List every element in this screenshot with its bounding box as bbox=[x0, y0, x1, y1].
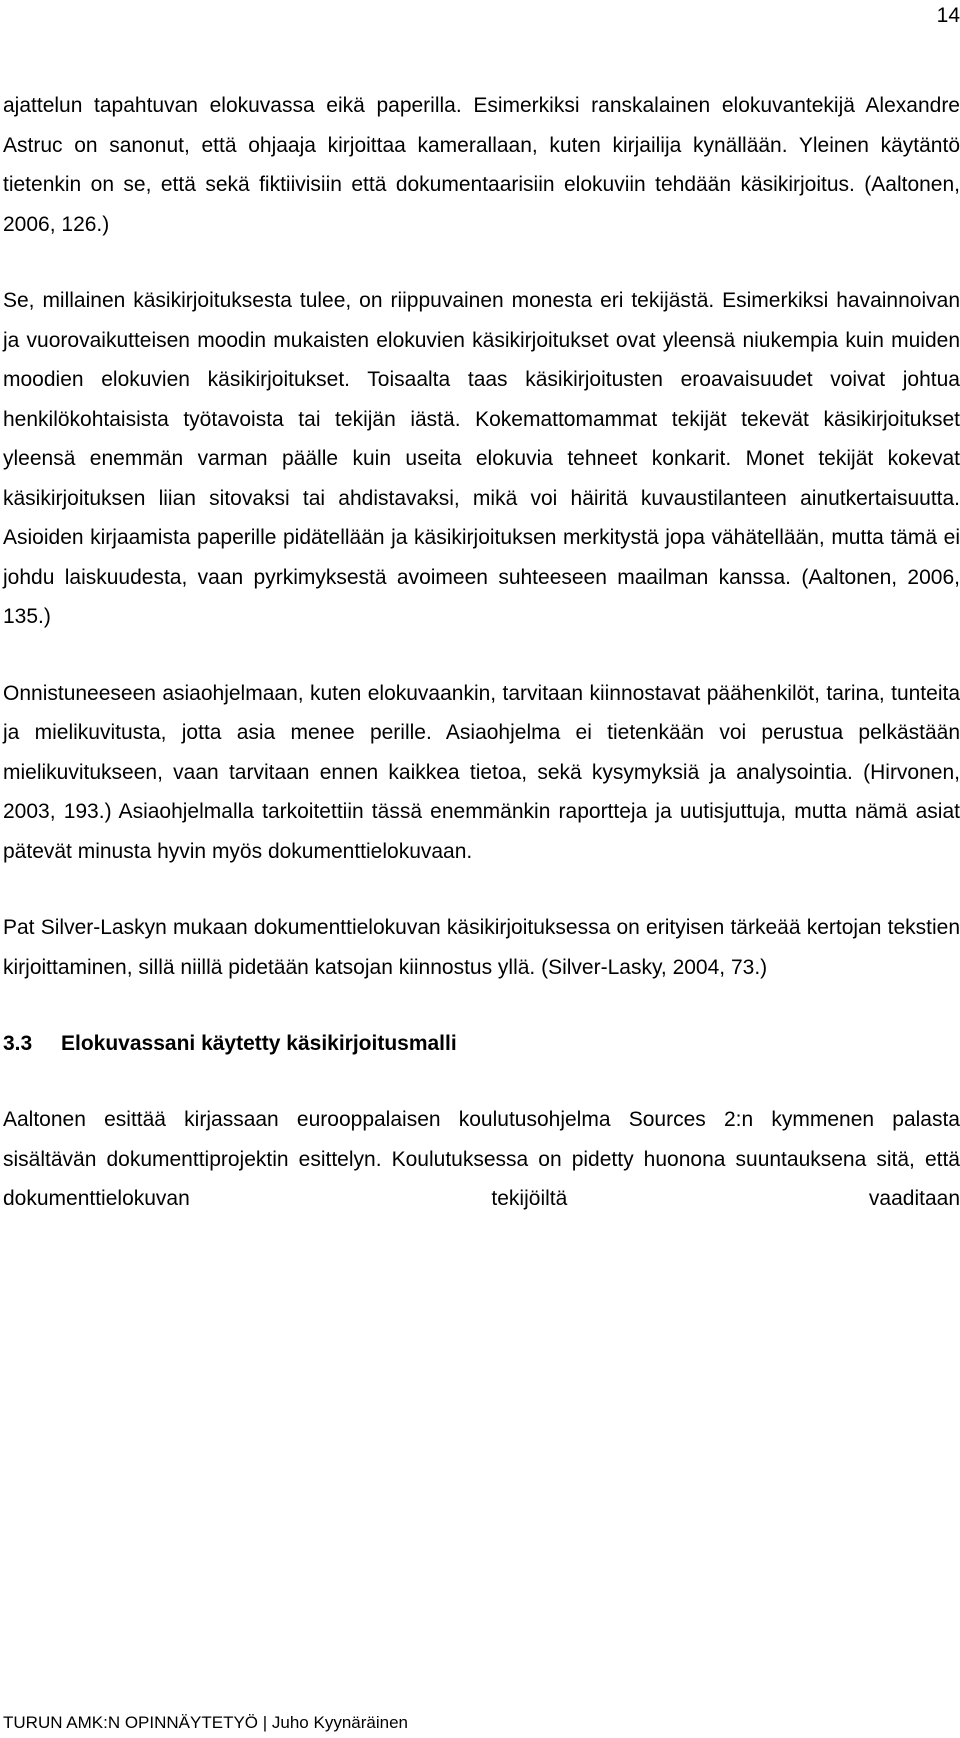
section-heading bbox=[3, 1024, 960, 1063]
section-number: 3.3 bbox=[3, 1032, 33, 1055]
footer: TURUN AMK:N OPINNÄYTETYÖ | Juho Kyynäräinen bbox=[3, 1713, 408, 1732]
paragraph-manuscript-factors: Se, millainen käsikirjoituksesta tulee, on riippuvainen monesta eri tekijästä. Esimerkiksi havainnoivan ja vuorovaikutteisen moodin mukaisten elokuvien käsikirjoitukset ovat yleensä niukempia kuin muiden moodien elokuvien käsikirjoitukset. Toisaalta taas käsikirjoitusten eroavaisuudet voivat johtua henkilökohtaisista työtavoista tai tekijän iästä. Kokemattomammat tekijät tekevät käsikirjoitukset yleensä enemmän varman päälle kuin useita elokuvia tehneet konkarit. Monet tekijät kokevat käsikirjoituksen liian sitovaksi tai ahdistavaksi, mikä voi häiritä kuvaustilanteen ainutkertaisuutta. Asioiden kirjaamista paperille pidätellään ja käsikirjoituksen merkitystä jopa vähätellään, mutta tämä ei johdu laiskuudesta, vaan pyrkimyksestä avoimeen suhteeseen maailman kanssa. (Aaltonen, 2006, 135.) bbox=[3, 289, 960, 628]
paragraph-current-affairs: Onnistuneeseen asiaohjelmaan, kuten elokuvaankin, tarvitaan kiinnostavat päähenkilöt, tarina, tunteita ja mielikuvitusta, jotta asia menee perille. Asiaohjelma ei tietenkään voi perustua pelkästään mielikuvitukseen, vaan tarvitaan ennen kaikkea tietoa, sekä kysymyksiä ja analysointia. (Hirvonen, 2003, 193.) Asiaohjelmalla tarkoitettiin tässä enemmänkin raportteja ja uutisjuttuja, mutta nämä asiat pätevät minusta hyvin myös dokumenttielokuvaan. bbox=[3, 681, 960, 863]
paragraph-sources: Aaltonen esittää kirjassaan eurooppalaisen koulutusohjelma Sources 2:n kymmenen palasta sisältävän dokumenttiprojektin esittelyn. Koulutuksessa on pidetty huonona suuntauksena sitä, että dokumenttielokuvan tekijöiltä vaaditaan bbox=[3, 1108, 960, 1210]
page-number: 14 bbox=[936, 4, 960, 27]
paragraph-intro: ajattelun tapahtuvan elokuvassa eikä paperilla. Esimerkiksi ranskalainen elokuvantekijä Alexandre Astruc on sanonut, että ohjaaja kirjoittaa kamerallaan, kuten kirjailija kynällään. Yleinen käytäntö tietenkin on se, että sekä fiktiivisiin että dokumentaarisiin elokuviin tehdään käsikirjoitus. (Aaltonen, 2006, 126.) bbox=[3, 94, 960, 236]
section-title: Elokuvassani käytetty käsikirjoitusmalli bbox=[61, 1032, 457, 1055]
document-body bbox=[3, 86, 960, 1219]
paragraph-silver-lasky: Pat Silver-Laskyn mukaan dokumenttielokuvan käsikirjoituksessa on erityisen tärkeää kertojan tekstien kirjoittaminen, sillä niillä pidetään katsojan kiinnostus yllä. (Silver-Lasky, 2004, 73.) bbox=[3, 916, 960, 979]
